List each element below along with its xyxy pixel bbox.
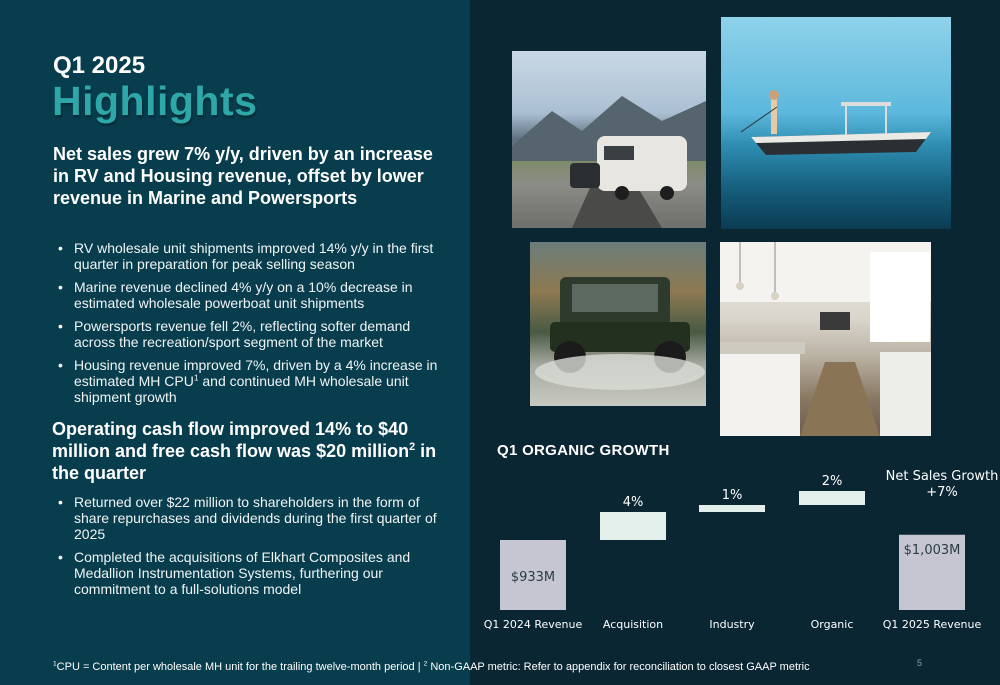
page-number: 5 xyxy=(917,658,923,668)
category-label: Acquisition xyxy=(602,618,664,631)
list-item: • RV wholesale unit shipments improved 14% y/y in the first quarter in preparation for peak selling season xyxy=(58,240,438,272)
section2-heading-text-1: Operating cash flow improved 14% to $40 million and free cash flow was $20 million xyxy=(52,419,410,461)
footnote-marker-1: 1 xyxy=(53,660,57,668)
page-title: Highlights xyxy=(52,78,258,124)
section2-heading xyxy=(52,418,452,484)
footnote-text-2: Non-GAAP metric: Refer to appendix for reconciliation to closest GAAP metric xyxy=(427,661,810,673)
bar-value-label: 4% xyxy=(622,495,644,510)
footnote-ref-1: 1 xyxy=(193,372,199,383)
section2-bullet-list xyxy=(58,494,438,604)
section1-bullet-list xyxy=(58,240,438,412)
period-label: Q1 2025 xyxy=(53,52,146,79)
bar-step xyxy=(600,512,666,540)
growth-annotation: Net Sales Growth xyxy=(885,469,999,484)
boat-photo xyxy=(721,17,951,229)
bar-step xyxy=(699,505,765,512)
housing-text-2: and continued MH wholesale unit shipment growth xyxy=(74,373,409,405)
section1-heading: Net sales grew 7% y/y, driven by an increase in RV and Housing revenue, offset by lower revenue in Marine and Powersports xyxy=(53,144,433,208)
footnote-text-1: CPU = Content per wholesale MH unit for the trailing twelve-month period | xyxy=(56,661,424,673)
list-item-housing xyxy=(58,357,438,405)
footnote xyxy=(53,661,810,673)
list-item: • Marine revenue declined 4% y/y on a 10% decrease in estimated wholesale powerboat unit shipments xyxy=(58,279,438,311)
bar-value-label: 1% xyxy=(721,488,743,503)
chart-title: Q1 ORGANIC GROWTH xyxy=(497,442,670,459)
list-item: • Completed the acquisitions of Elkhart Composites and Medallion Instrumentation Systems, furthering our commitment to a full-solutions model xyxy=(58,549,438,597)
bar-step xyxy=(799,491,865,505)
list-item: • Returned over $22 million to shareholders in the form of share repurchases and dividends during the first quarter of 2025 xyxy=(58,494,438,542)
list-item: • Powersports revenue fell 2%, reflecting softer demand across the recreation/sport segment of the market xyxy=(58,318,438,350)
category-label: Organic xyxy=(810,618,854,631)
category-label: Q1 2025 Revenue xyxy=(882,618,982,631)
footnote-ref-2: 2 xyxy=(409,441,416,453)
category-label: Industry xyxy=(709,618,755,631)
bar-value-label: 2% xyxy=(821,474,843,489)
footnote-marker-2: 2 xyxy=(423,660,428,668)
section2-heading-text-2: in the quarter xyxy=(52,441,437,483)
rv-trailer-photo xyxy=(512,51,706,228)
category-label: Q1 2024 Revenue xyxy=(483,618,583,631)
organic-growth-chart xyxy=(470,460,1000,640)
growth-annotation-value: +7% xyxy=(926,485,958,500)
bar-value-label: $933M xyxy=(510,570,556,585)
utv-photo xyxy=(530,242,706,406)
kitchen-photo xyxy=(720,242,931,436)
bar-value-label: $1,003M xyxy=(903,543,961,558)
housing-text-1: Housing revenue improved 7%, driven by a 4% increase in estimated MH CPU xyxy=(74,357,438,389)
